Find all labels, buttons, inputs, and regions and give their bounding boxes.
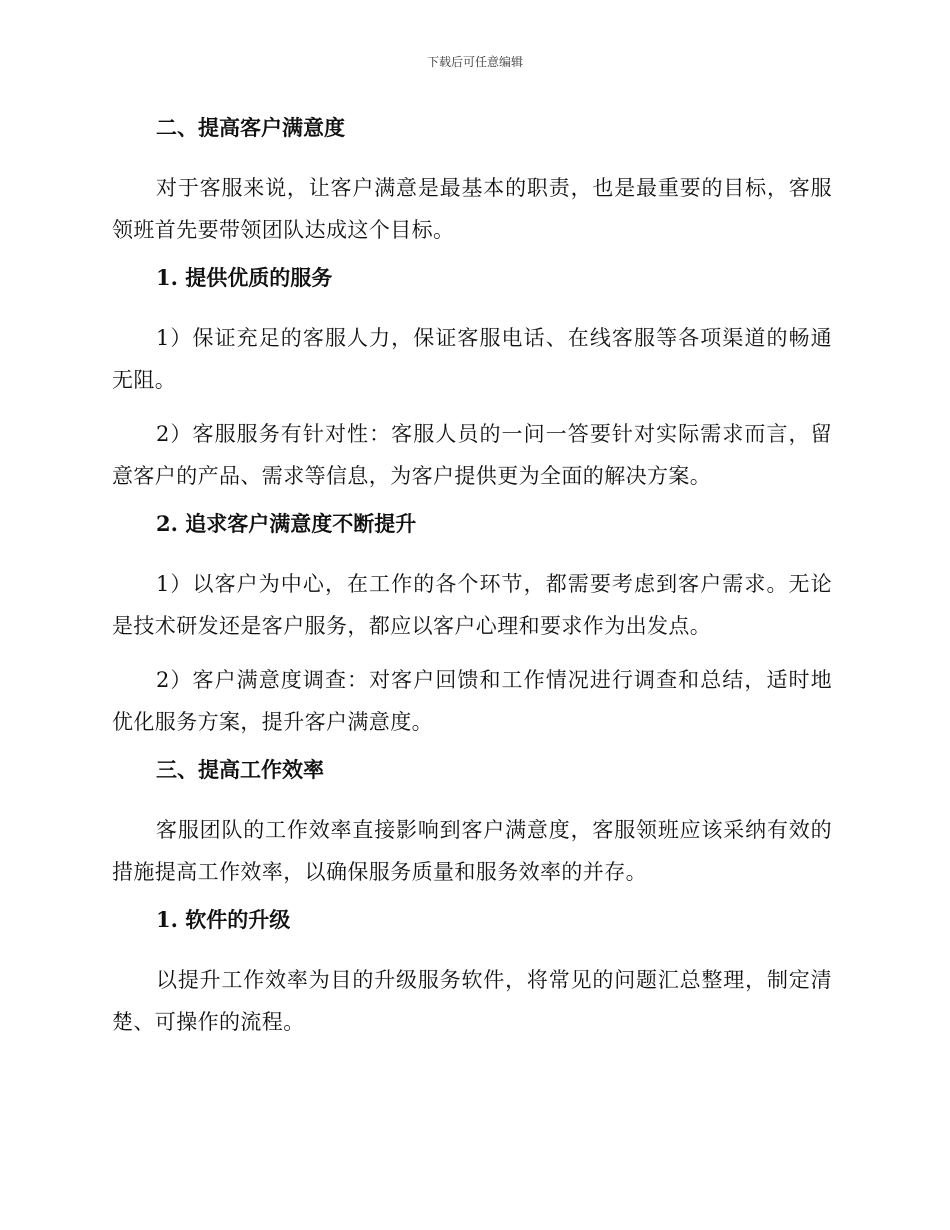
paragraph-efficiency-intro: 客服团队的工作效率直接影响到客户满意度，客服领班应该采纳有效的措施提高工作效率，以确保服务质量和服务效率的并存。 bbox=[112, 818, 832, 884]
subheading-software-upgrade: 1. 软件的升级 bbox=[156, 907, 291, 932]
subheading-quality-service: 1. 提供优质的服务 bbox=[156, 265, 333, 290]
section-heading-improve-satisfaction: 二、提高客户满意度 bbox=[156, 115, 345, 140]
paragraph-software-upgrade: 以提升工作效率为目的升级服务软件，将常见的问题汇总整理，制定清楚、可操作的流程。 bbox=[112, 968, 832, 1034]
section-heading-improve-efficiency: 三、提高工作效率 bbox=[156, 757, 324, 782]
paragraph-satisfaction-intro: 对于客服来说，让客户满意是最基本的职责，也是最重要的目标，客服领班首先要带领团队达成这个目标。 bbox=[112, 176, 832, 242]
paragraph-staffing: 1）保证充足的客服人力，保证客服电话、在线客服等各项渠道的畅通无阻。 bbox=[112, 326, 832, 392]
page-header: 下载后可任意编辑 bbox=[426, 55, 523, 69]
paragraph-customer-centric: 1）以客户为中心，在工作的各个环节，都需要考虑到客户需求。无论是技术研发还是客户服务，都应以客户心理和要求作为出发点。 bbox=[112, 572, 832, 638]
subheading-satisfaction-improvement: 2. 追求客户满意度不断提升 bbox=[156, 511, 417, 536]
paragraph-targeted-service: 2）客服服务有针对性：客服人员的一问一答要针对实际需求而言，留意客户的产品、需求等信息，为客户提供更为全面的解决方案。 bbox=[112, 422, 832, 488]
paragraph-satisfaction-survey: 2）客户满意度调查：对客户回馈和工作情况进行调查和总结，适时地优化服务方案，提升客户满意度。 bbox=[112, 668, 832, 734]
document-body bbox=[112, 113, 832, 1055]
